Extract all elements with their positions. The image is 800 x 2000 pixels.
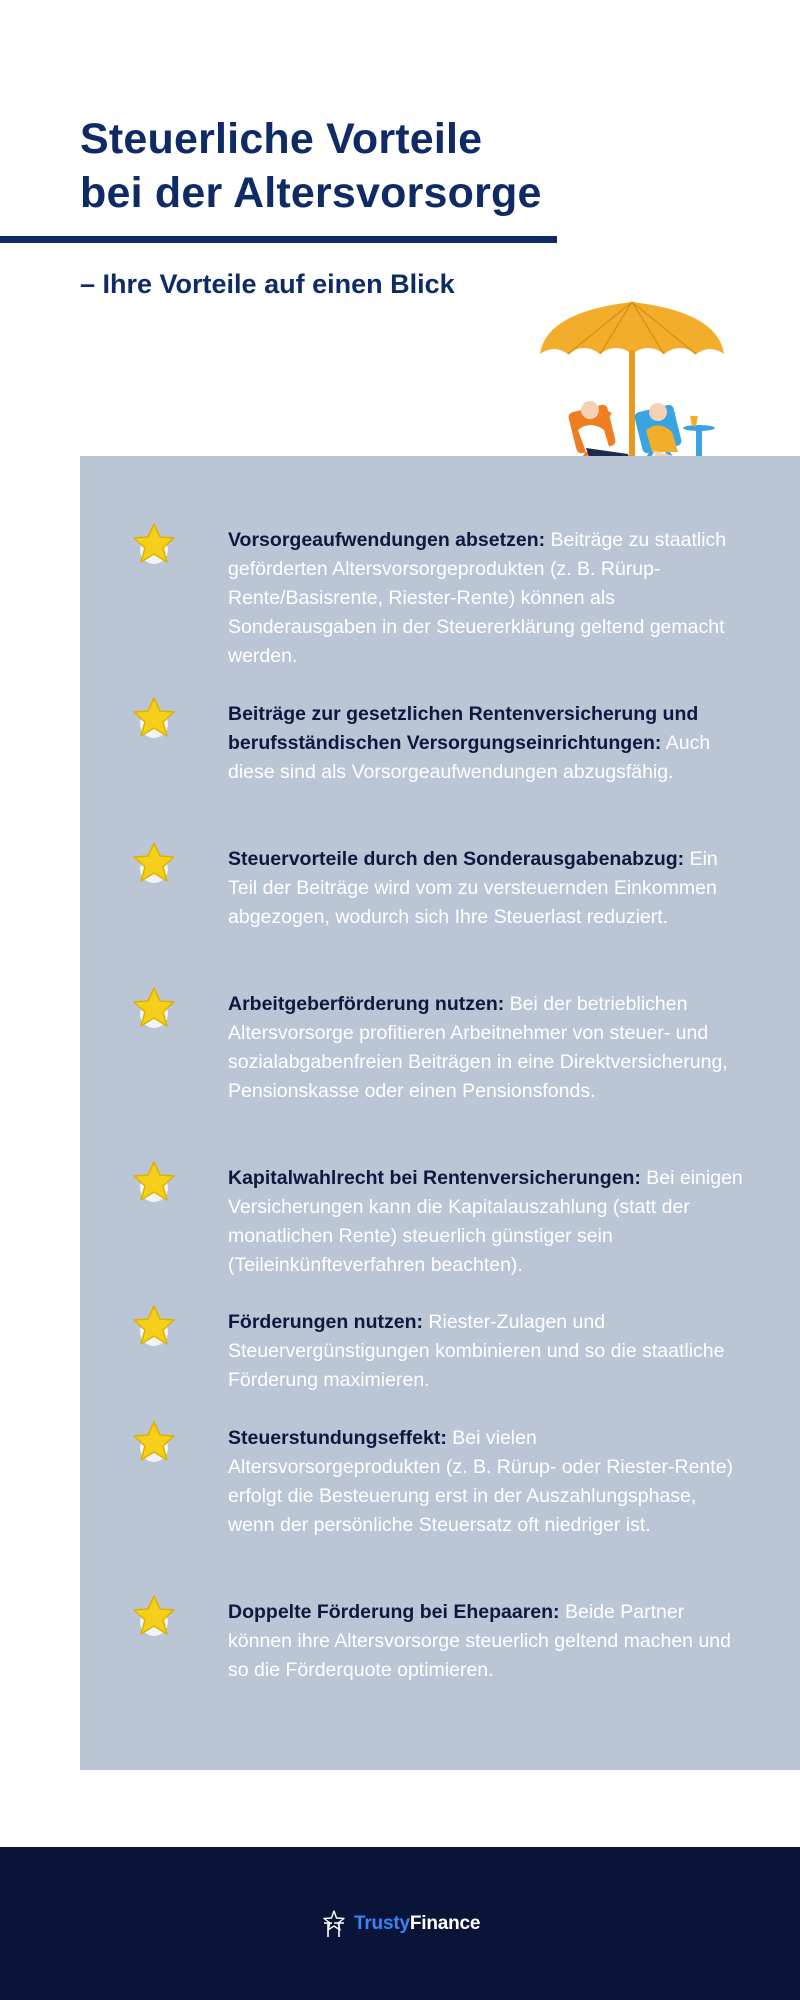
star-icon (130, 1158, 178, 1206)
trustyfinance-logo[interactable] (320, 1907, 480, 1941)
benefit-description: Beiträge zu staatlich geförderten Altersvorsorgeprodukten (z. B. Rürup-Rente/Basisrente, Riester-Rente) können als Sonderausgaben in der Steuererklärung geltend gemacht werden. (228, 529, 727, 667)
title-underline (0, 236, 557, 243)
star-icon (130, 1592, 178, 1640)
star-icon (130, 1418, 178, 1466)
page-subtitle: – Ihre Vorteile auf einen Blick (80, 269, 455, 299)
benefit-description: Beide Partner können ihre Altersvorsorge steuerlich geltend machen und so die Förderquote optimieren. (228, 1601, 731, 1681)
title-line-2: bei der Altersvorsorge (80, 169, 542, 217)
footer (0, 1847, 800, 2000)
benefit-title: Steuerstundungseffekt: (228, 1427, 447, 1449)
benefit-text (228, 1424, 748, 1540)
benefit-title: Doppelte Förderung bei Ehepaaren: (228, 1601, 560, 1623)
benefit-text (228, 1308, 748, 1395)
benefit-text (228, 1164, 748, 1280)
benefit-text (228, 990, 748, 1106)
benefit-text (228, 700, 748, 787)
benefit-description: Auch diese sind als Vorsorgeaufwendungen abzugsfähig. (228, 732, 711, 783)
logo-text-finance: Finance (409, 1913, 481, 1934)
star-icon (130, 520, 178, 568)
title-line-1: Steuerliche Vorteile (80, 115, 483, 163)
benefit-title: Kapitalwahlrecht bei Rentenversicherungen: (228, 1167, 641, 1189)
benefit-description: Riester-Zulagen und Steuervergünstigungen kombinieren und so die staatliche Förderung maximieren. (228, 1311, 725, 1391)
benefit-title: Beiträge zur gesetzlichen Rentenversicherung und berufsständischen Versorgungseinrichtungen: (228, 703, 699, 754)
benefit-description: Ein Teil der Beiträge wird vom zu versteuernden Einkommen abgezogen, wodurch sich Ihre Steuerlast reduziert. (228, 848, 718, 928)
benefits-panel (80, 456, 800, 1770)
benefit-description: Bei der betrieblichen Altersvorsorge profitieren Arbeitnehmer von steuer- und sozialabgabenfreien Beiträgen in eine Direktversicherung, Pensionskasse oder einen Pensionsfonds. (228, 993, 728, 1102)
benefit-text (228, 526, 748, 671)
benefit-text (228, 845, 748, 932)
logo-text-trusty: Trusty (354, 1913, 410, 1934)
benefit-title: Steuervorteile durch den Sonderausgabenabzug: (228, 848, 685, 870)
benefit-title: Vorsorgeaufwendungen absetzen: (228, 529, 546, 551)
star-icon (130, 694, 178, 742)
star-icon (130, 1302, 178, 1350)
benefit-description: Bei vielen Altersvorsorgeprodukten (z. B. Rürup- oder Riester-Rente) erfolgt die Besteuerung erst in der Auszahlungsphase, wenn der persönliche Steuersatz oft niedriger ist. (228, 1427, 734, 1536)
logo-star-icon (320, 1909, 348, 1939)
star-icon (130, 984, 178, 1032)
page-title (80, 112, 542, 220)
benefit-title: Förderungen nutzen: (228, 1311, 423, 1333)
benefit-description: Bei einigen Versicherungen kann die Kapitalauszahlung (statt der monatlichen Rente) steuerlich günstiger sein (Teileinkünfteverfahren beachten). (228, 1167, 743, 1276)
benefit-title: Arbeitgeberförderung nutzen: (228, 993, 505, 1015)
benefit-text (228, 1598, 748, 1685)
star-icon (130, 839, 178, 887)
